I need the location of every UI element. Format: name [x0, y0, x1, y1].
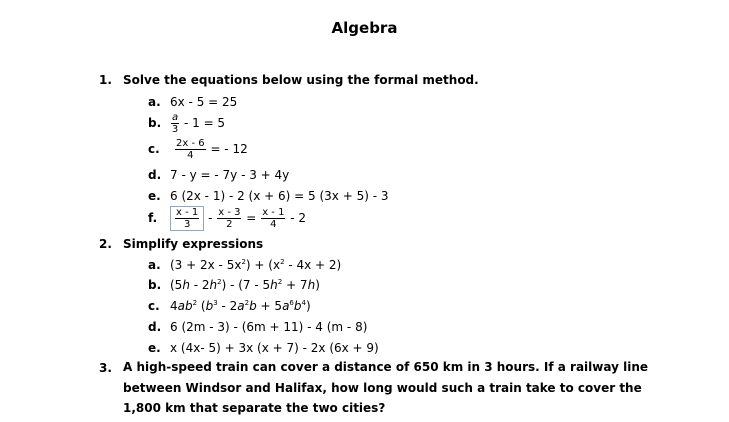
equation: 7 - y = - 7y - 3 + 4y [170, 168, 290, 182]
question-3-text: A high-speed train can cover a distance of 650 km in 3 hours. If a railway line between Windsor and Halifax, how long would such a train take to cover the 1,800 km that separate the two cities? [123, 360, 648, 415]
equation-rest: - 2 [290, 211, 307, 225]
question-text: Solve the equations below using the formal method. [123, 73, 479, 87]
problem-2e [148, 341, 379, 355]
fraction [217, 207, 241, 230]
denominator: 4 [187, 150, 194, 161]
denominator: 2 [226, 219, 233, 230]
problem-2b [148, 278, 320, 292]
problem-label: b. [148, 278, 162, 292]
problem-label: e. [148, 189, 161, 203]
numerator: 2x - 6 [176, 138, 205, 149]
problem-1d [148, 168, 289, 182]
question-text: Simplify expressions [123, 237, 264, 251]
problem-label: a. [148, 258, 161, 272]
numerator: x - 1 [176, 207, 199, 218]
numerator: x - 3 [218, 207, 241, 218]
problem-label: d. [148, 168, 162, 182]
equation-rest: = - 12 [210, 142, 248, 156]
problem-label: c. [148, 142, 160, 156]
fraction [175, 138, 206, 161]
page-title: Algebra [331, 19, 398, 37]
problem-label: b. [148, 116, 162, 130]
question-number: 2. [99, 237, 112, 251]
equation: 6x - 5 = 25 [170, 95, 238, 109]
expression: x (4x- 5) + 3x (x + 7) - 2x (6x + 9) [170, 341, 379, 355]
problem-label: c. [148, 299, 160, 313]
denominator: 4 [270, 219, 277, 230]
problem-label: a. [148, 95, 161, 109]
equation: 6 (2x - 1) - 2 (x + 6) = 5 (3x + 5) - 3 [170, 189, 389, 203]
problem-label: d. [148, 320, 162, 334]
equation-box [170, 206, 204, 231]
expression: $(5h - 2h^2) - (7 - 5h^2 + 7h)$ [170, 278, 320, 292]
question-number: 3. [99, 361, 112, 375]
problem-2c [148, 299, 311, 313]
equation-rest: - 1 = 5 [183, 116, 226, 130]
problem-1f: f. $\frac{x - 1}{3}$ - $\frac{x - 3}{2}$ = $\frac{x - 1}{4}$ - 2 [148, 207, 307, 230]
question-3-number [99, 361, 123, 375]
expression: $(3 + 2x - 5x^2) + (x^2 - 4x + 2)$ [170, 258, 342, 272]
problem-2d [148, 320, 367, 334]
numerator: a [172, 112, 179, 123]
problem-1b [148, 112, 225, 135]
problem-1e [148, 189, 388, 203]
question-2 [99, 237, 263, 251]
problem-1c [148, 138, 248, 161]
denominator: 3 [183, 219, 191, 230]
question-1 [99, 73, 479, 87]
problem-2a [148, 258, 341, 272]
expression: 6 (2m - 3) - (6m + 11) - 4 (m - 8) [170, 320, 368, 334]
problem-label: f. [148, 211, 158, 225]
equals-sign: = [246, 211, 257, 225]
denominator: 3 [171, 124, 179, 135]
problem-1a [148, 95, 237, 109]
fraction [171, 112, 179, 135]
fraction [175, 207, 199, 230]
expression: $4ab^2$ $(b^3 - 2a^2b + 5a^6b^4)$ [170, 299, 311, 313]
problem-label: e. [148, 341, 161, 355]
fraction [261, 207, 285, 230]
question-number: 1. [99, 73, 112, 87]
numerator: x - 1 [262, 207, 285, 218]
